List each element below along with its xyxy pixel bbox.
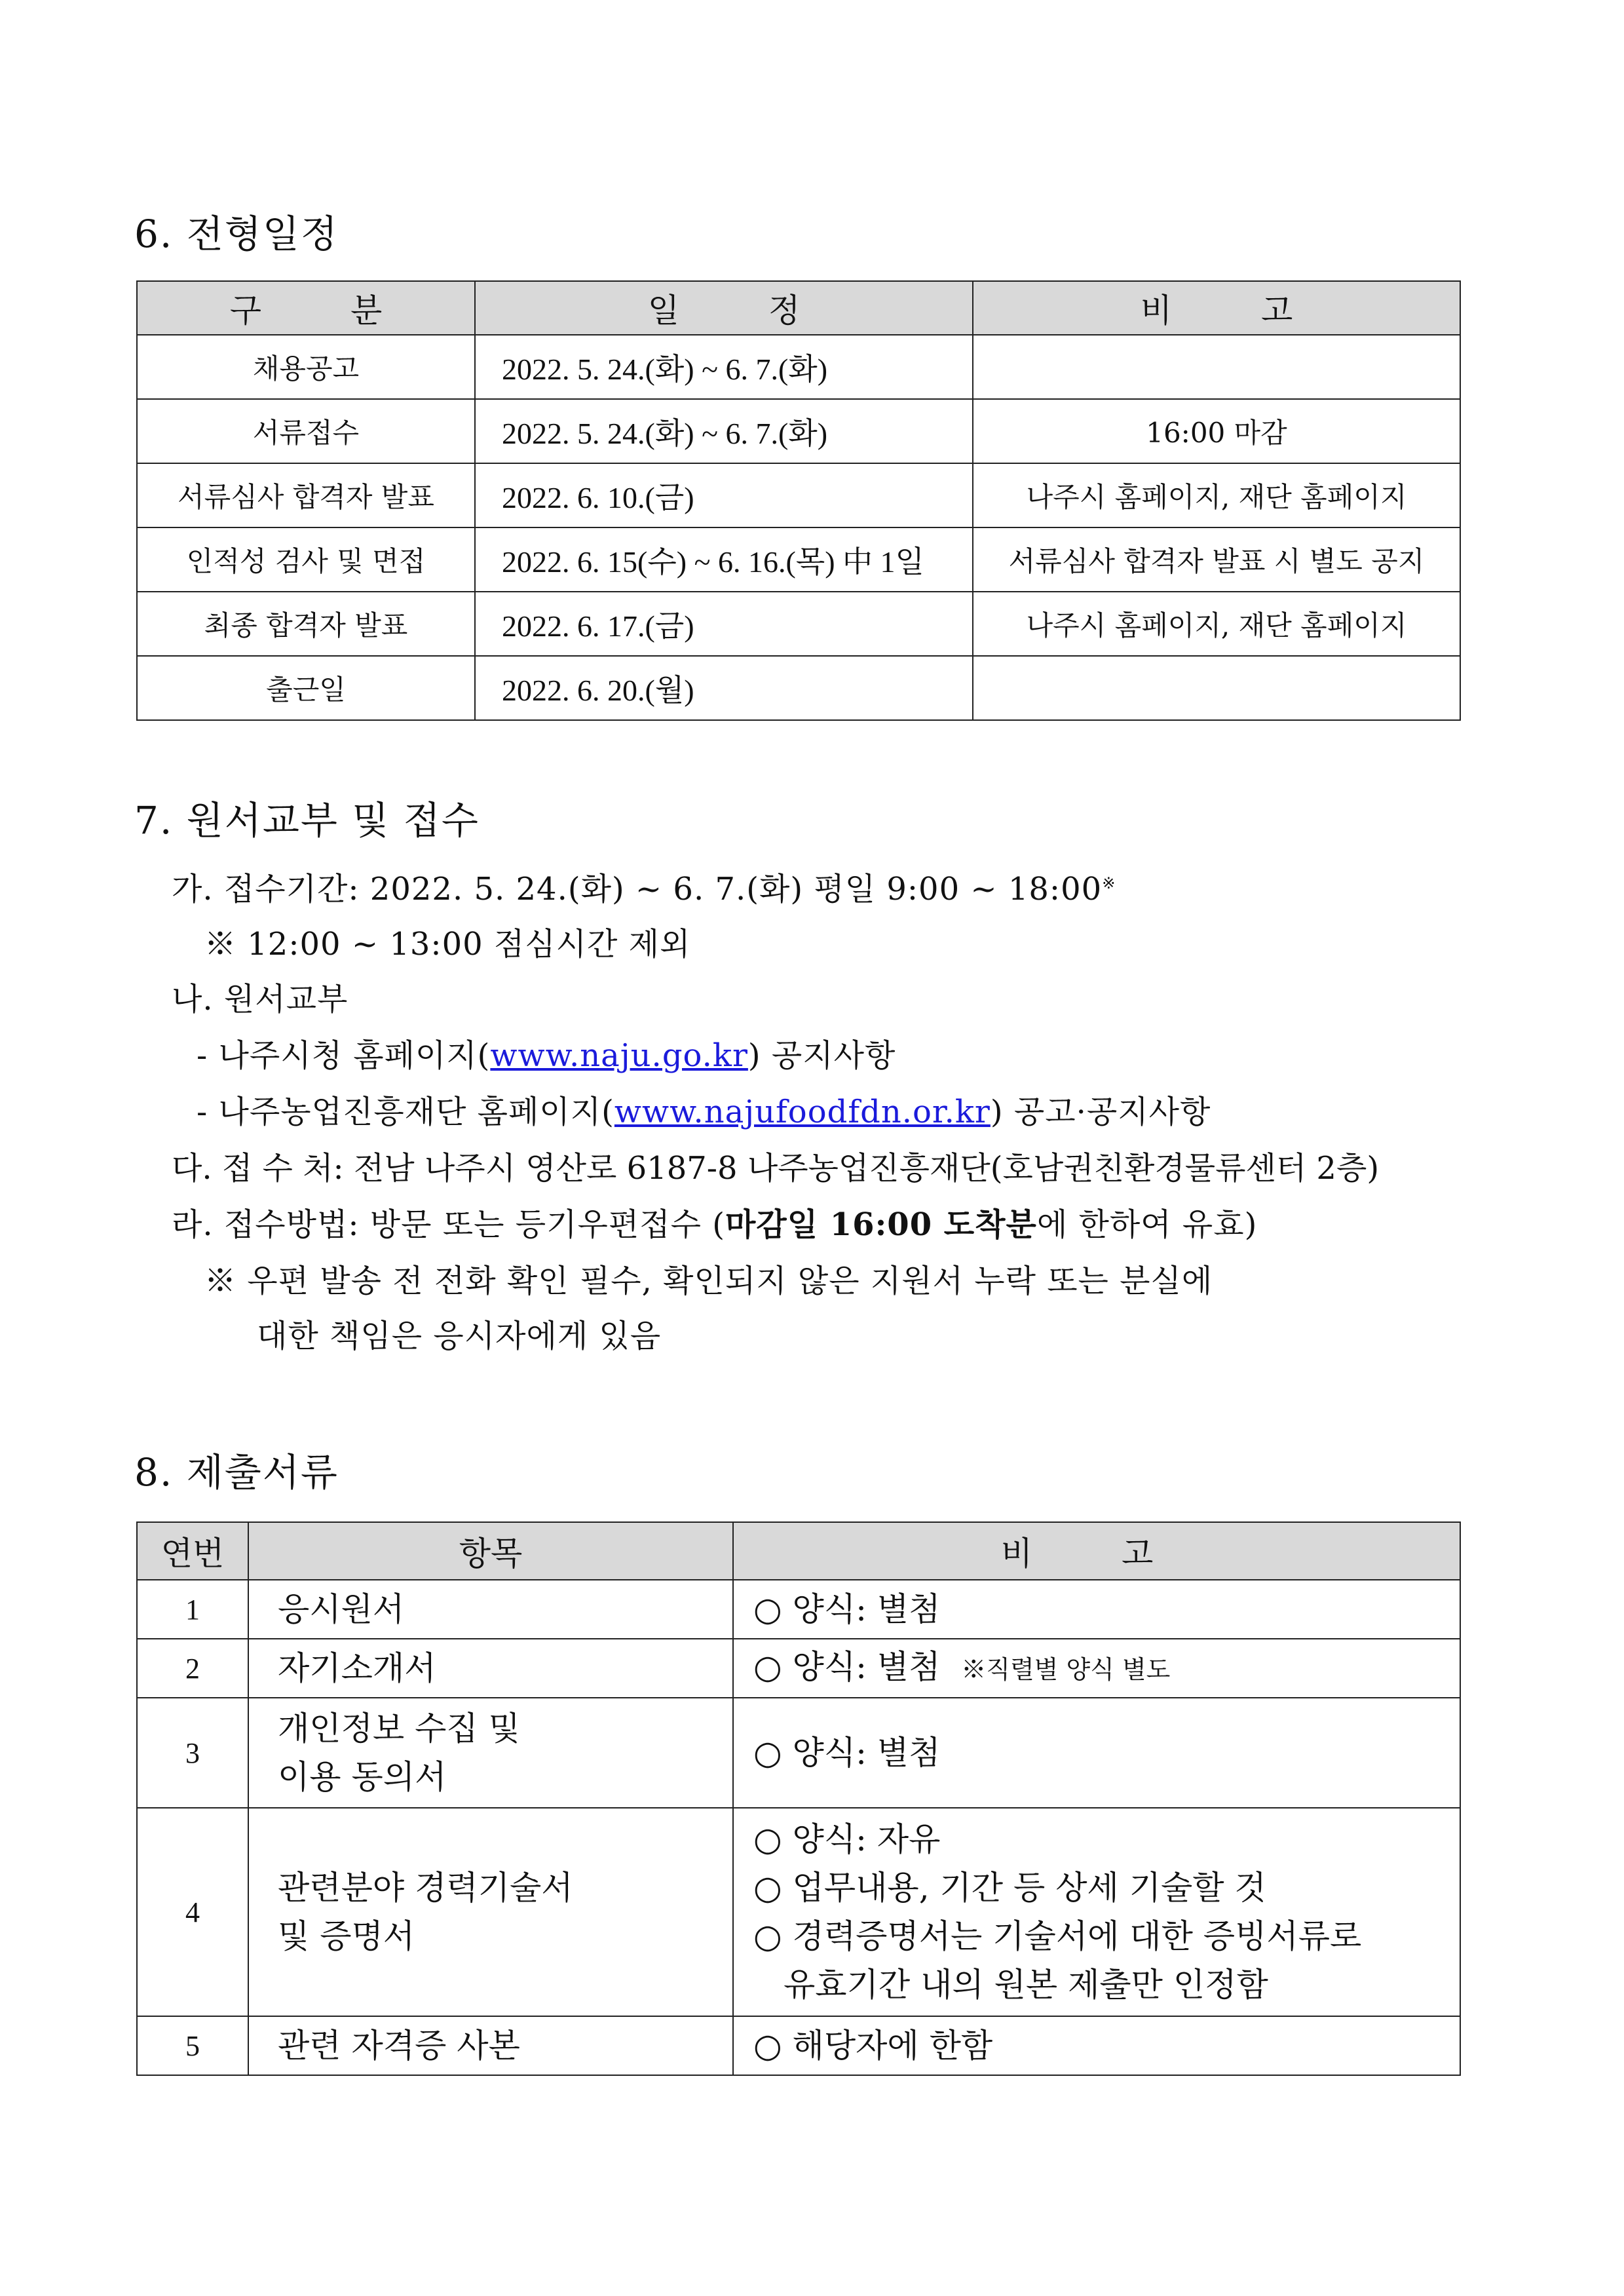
schedule-note: [973, 335, 1460, 399]
schedule-category: 출근일: [137, 656, 475, 720]
documents-header-item: 항목: [248, 1522, 733, 1580]
naju-city-link[interactable]: www.naju.go.kr: [490, 1037, 748, 1074]
schedule-date: 2022. 6. 15(수) ~ 6. 16.(목) 中 1일: [475, 527, 973, 592]
documents-header-number: 연번: [137, 1522, 248, 1580]
schedule-header-date: 일 정: [475, 281, 973, 335]
section-7-title: 7. 원서교부 및 접수: [134, 798, 480, 843]
document-remarks: ○ 해당자에 한함: [733, 2016, 1460, 2075]
schedule-date: 2022. 6. 17.(금): [475, 592, 973, 656]
schedule-row: [137, 335, 1460, 399]
schedule-date: 2022. 6. 10.(금): [475, 463, 973, 527]
distribution-item-foundation: - 나주농업진흥재단 홈페이지(www.najufoodfdn.or.kr) 공고·공지사항: [197, 1094, 1211, 1130]
documents-row: [137, 1698, 1460, 1808]
document-remarks: ○ 양식: 별첨 ※직렬별 양식 별도: [733, 1639, 1460, 1698]
application-place: 다. 접 수 처: 전남 나주시 영산로 6187-8 나주농업진흥재단(호남권친환경물류센터 2층): [172, 1150, 1380, 1187]
schedule-row: [137, 592, 1460, 656]
distribution-item-naju-city: - 나주시청 홈페이지(www.naju.go.kr) 공지사항: [197, 1037, 896, 1074]
documents-header-remarks: 비 고: [733, 1522, 1460, 1580]
form-note: ※직렬별 양식 별도: [961, 1655, 1171, 1684]
document-number: 4: [137, 1808, 248, 2016]
document-number: 1: [137, 1580, 248, 1639]
document-item: 개인정보 수집 및 이용 동의서: [248, 1698, 733, 1808]
section-8-title: 8. 제출서류: [134, 1450, 339, 1495]
schedule-row: [137, 399, 1460, 463]
schedule-category: 서류접수: [137, 399, 475, 463]
document-item: 응시원서: [248, 1580, 733, 1639]
schedule-category: 서류심사 합격자 발표: [137, 463, 475, 527]
documents-table: [136, 1521, 1461, 2076]
schedule-category: 채용공고: [137, 335, 475, 399]
schedule-header-row: [137, 281, 1460, 335]
schedule-note: 16:00 마감: [973, 399, 1460, 463]
section-6-title: 6. 전형일정: [134, 212, 339, 256]
application-period: 가. 접수기간: 2022. 5. 24.(화) ~ 6. 7.(화) 평일 9:00 ~ 18:00※: [172, 871, 1116, 908]
schedule-header-note: 비 고: [973, 281, 1460, 335]
schedule-category: 최종 합격자 발표: [137, 592, 475, 656]
schedule-table: [136, 280, 1461, 721]
document-number: 3: [137, 1698, 248, 1808]
foundation-link[interactable]: www.najufoodfdn.or.kr: [614, 1094, 991, 1130]
schedule-date: 2022. 6. 20.(월): [475, 656, 973, 720]
schedule-note: 나주시 홈페이지, 재단 홈페이지: [973, 463, 1460, 527]
schedule-date: 2022. 5. 24.(화) ~ 6. 7.(화): [475, 335, 973, 399]
document-number: 2: [137, 1639, 248, 1698]
document-item: 관련 자격증 사본: [248, 2016, 733, 2075]
documents-header-row: [137, 1522, 1460, 1580]
document-number: 5: [137, 2016, 248, 2075]
schedule-note: [973, 656, 1460, 720]
schedule-header-category: 구 분: [137, 281, 475, 335]
documents-row: [137, 2016, 1460, 2075]
schedule-date: 2022. 5. 24.(화) ~ 6. 7.(화): [475, 399, 973, 463]
notice-line-2: 대한 책임은 응시자에게 있음: [257, 1318, 662, 1354]
documents-row: [137, 1580, 1460, 1639]
application-method: 라. 접수방법: 방문 또는 등기우편접수 (마감일 16:00 도착분에 한하여 유효): [172, 1206, 1258, 1243]
documents-row: [137, 1808, 1460, 2016]
document-remarks: ○ 양식: 별첨: [733, 1698, 1460, 1808]
document-remarks: ○ 양식: 자유 ○ 업무내용, 기간 등 상세 기술할 것 ○ 경력증명서는 기술서에 대한 증빙서류로 유효기간 내의 원본 제출만 인정함: [733, 1808, 1460, 2016]
schedule-row: [137, 656, 1460, 720]
documents-row: [137, 1639, 1460, 1698]
schedule-note: 나주시 홈페이지, 재단 홈페이지: [973, 592, 1460, 656]
schedule-row: [137, 463, 1460, 527]
notice-line-1: ※ 우편 발송 전 전화 확인 필수, 확인되지 않은 지원서 누락 또는 분실에: [204, 1263, 1213, 1299]
lunch-note: ※ 12:00 ~ 13:00 점심시간 제외: [204, 926, 691, 963]
distribution-title: 나. 원서교부: [172, 981, 349, 1018]
footnote-mark: ※: [1102, 874, 1116, 892]
document-item: 관련분야 경력기술서 및 증명서: [248, 1808, 733, 2016]
schedule-note: 서류심사 합격자 발표 시 별도 공지: [973, 527, 1460, 592]
schedule-row: [137, 527, 1460, 592]
deadline-emphasis: 마감일 16:00 도착분: [725, 1206, 1037, 1243]
document-remarks: ○ 양식: 별첨: [733, 1580, 1460, 1639]
schedule-category: 인적성 검사 및 면접: [137, 527, 475, 592]
document-item: 자기소개서: [248, 1639, 733, 1698]
